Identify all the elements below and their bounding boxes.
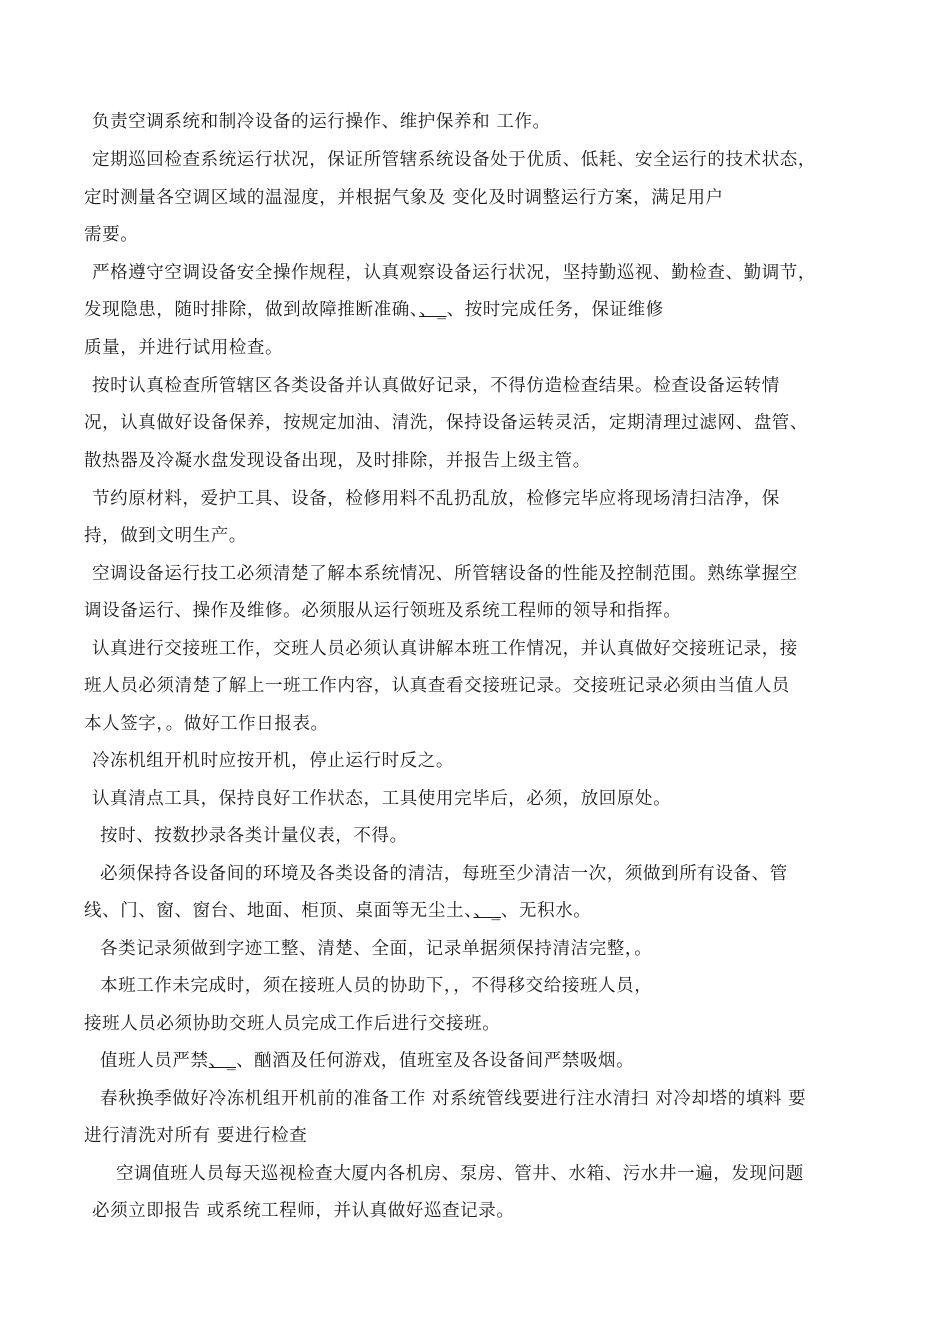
text-line: 必须保持各设备间的环境及各类设备的清洁，每班至少清洁一次，须做到所有设备、管 bbox=[100, 864, 788, 884]
text-line: 定期巡回检查系统运行状况，保证所管辖系统设备处于优质、低耗、安全运行的技术状态， bbox=[92, 150, 816, 170]
fill-blank: 、_ bbox=[208, 1051, 237, 1071]
text-line: 本班工作未完成时，须在接班人员的协助下，，不得移交给接班人员， bbox=[100, 976, 653, 996]
text-line: 持，做到文明生产。 bbox=[84, 526, 247, 546]
text-segment: 线、门、窗、窗台、地面、柜顶、桌面等无尘土、 bbox=[84, 901, 474, 921]
text-segment: 、无积水。 bbox=[500, 901, 592, 921]
text-line: 必须立即报告 或系统工程师，并认真做好巡查记录。 bbox=[92, 1201, 515, 1221]
text-segment: 、按时完成任务，保证维修 bbox=[446, 300, 664, 320]
text-line: 散热器及冷凝水盘发现设备出现，及时排除，并报告上级主管。 bbox=[84, 451, 591, 471]
text-segment: 值班人员严禁 bbox=[100, 1051, 209, 1071]
text-line bbox=[84, 899, 591, 923]
text-line: 进行清洗对所有 要进行检查 bbox=[84, 1126, 308, 1146]
text-line bbox=[84, 298, 664, 322]
text-line: 需要。 bbox=[84, 225, 139, 245]
text-line: 按时、按数抄录各类计量仪表，不得。 bbox=[100, 826, 408, 846]
text-line: 冷冻机组开机时应按开机，停止运行时反之。 bbox=[92, 751, 454, 771]
text-line: 各类记录须做到字迹工整、清楚、全面，记录单据须保持清洁完整，。 bbox=[100, 939, 653, 959]
text-line: 调设备运行、操作及维修。必须服从运行领班及系统工程师的领导和指挥。 bbox=[84, 601, 682, 621]
text-line: 春秋换季做好冷冻机组开机前的准备工作 对系统管线要进行注水清扫 对冷却塔的填料 要 bbox=[100, 1089, 807, 1109]
text-line: 认真清点工具，保持良好工作状态，工具使用完毕后，必须，放回原处。 bbox=[92, 789, 672, 809]
text-line: 班人员必须清楚了解上一班工作内容，认真查看交接班记录。交接班记录必须由当值人员 bbox=[84, 676, 790, 696]
fill-blank: 、_ bbox=[473, 901, 501, 921]
fill-blank: 、_ bbox=[419, 300, 447, 320]
text-line bbox=[100, 1049, 634, 1073]
text-line: 认真进行交接班工作，交班人员必须认真讲解本班工作情况，并认真做好交接班记录，接 bbox=[92, 639, 798, 659]
text-segment: 、酗酒及任何游戏，值班室及各设备间严禁吸烟。 bbox=[236, 1051, 635, 1071]
text-line: 空调设备运行技工必须清楚了解本系统情况、所管辖设备的性能及控制范围。熟练掌握空 bbox=[92, 564, 798, 584]
text-line: 本人签字，。做好工作日报表。 bbox=[84, 714, 329, 734]
text-line: 接班人员必须协助交班人员完成工作后进行交接班。 bbox=[84, 1014, 501, 1034]
text-line: 定时测量各空调区域的温湿度，并根据气象及 变化及时调整运行方案，满足用户 bbox=[84, 188, 724, 208]
text-line: 况，认真做好设备保养，按规定加油、清洗，保持设备运转灵活，定期清理过滤网、盘管、 bbox=[84, 413, 808, 433]
text-line: 空调值班人员每天巡视检查大厦内各机房、泵房、管井、水箱、污水井一遍，发现问题 bbox=[116, 1164, 804, 1184]
text-line: 按时认真检查所管辖区各类设备并认真做好记录，不得仿造检查结果。检查设备运转情 bbox=[92, 376, 780, 396]
text-line: 质量，并进行试用检查。 bbox=[84, 338, 284, 358]
text-line: 节约原材料，爱护工具、设备，检修用料不乱扔乱放，检修完毕应将现场清扫洁净，保 bbox=[92, 489, 780, 509]
text-segment: 发现隐患，随时排除，做到故障推断准确、 bbox=[84, 300, 420, 320]
text-line: 负责空调系统和制冷设备的运行操作、维护保养和 工作。 bbox=[92, 112, 551, 132]
text-line: 严格遵守空调设备安全操作规程，认真观察设备运行状况，坚持勤巡视、勤检查、勤调节， bbox=[92, 263, 816, 283]
